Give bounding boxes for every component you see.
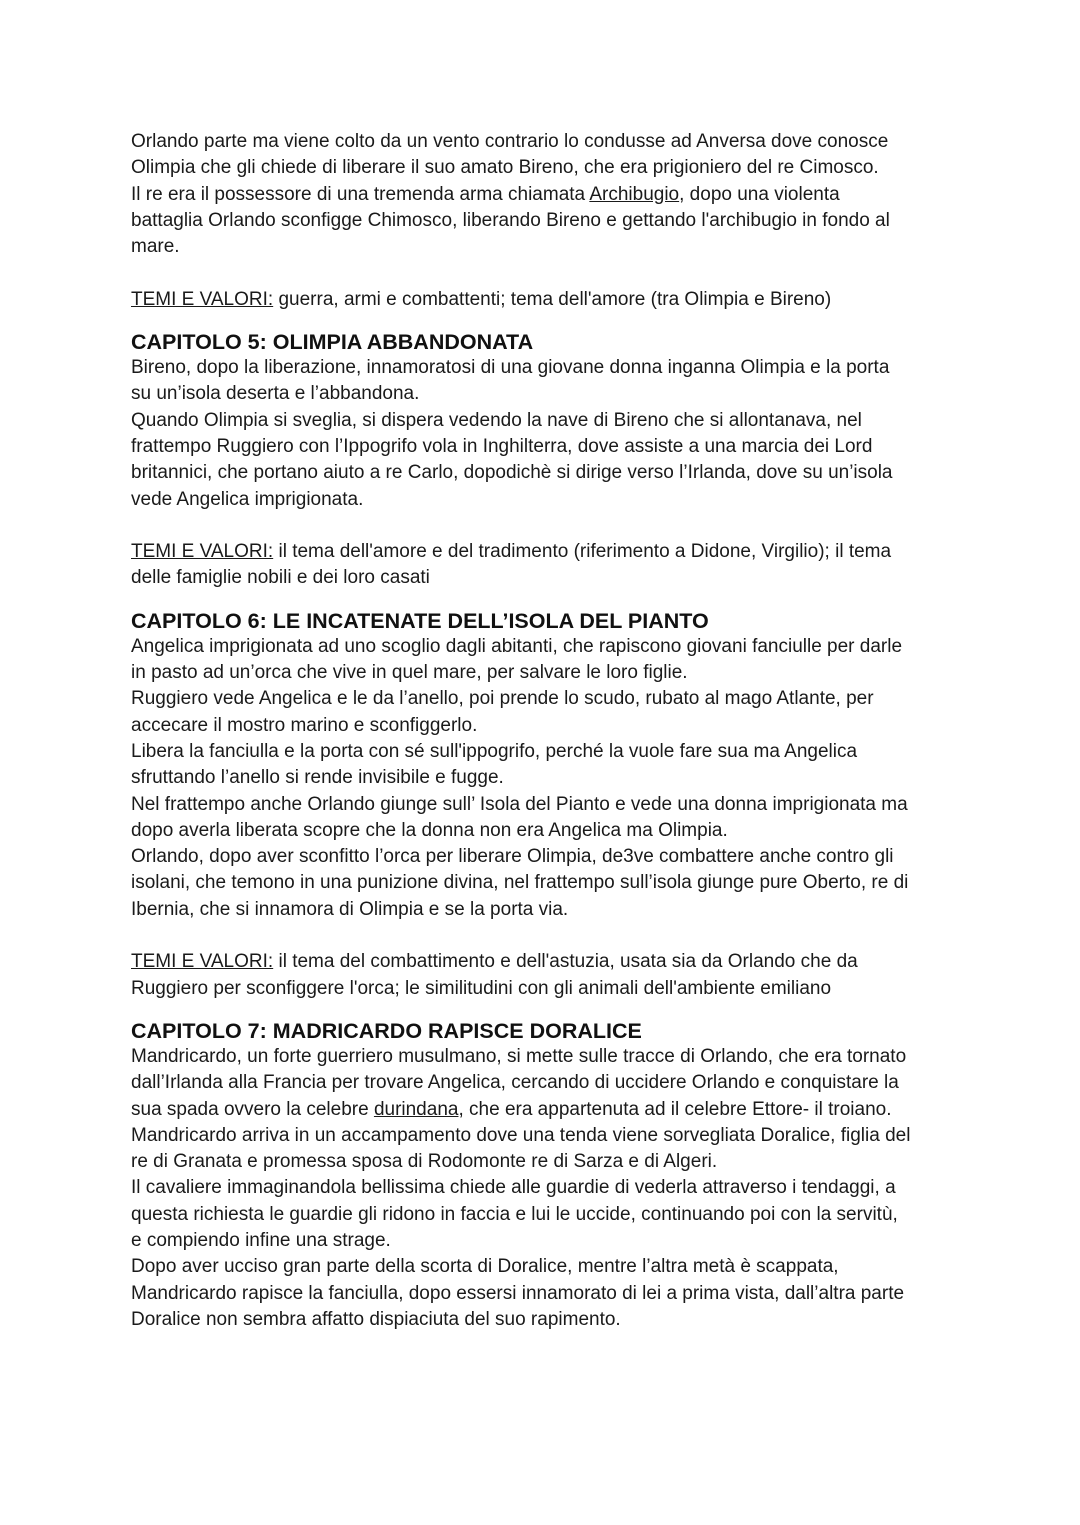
intro-line-3-text: Il re era il possessore di una tremenda arma chiamata [131, 183, 590, 205]
cap5-temi-1 [131, 539, 961, 565]
temi-text: il tema del combattimento e dell'astuzia, usata sia da Orlando che da [273, 951, 858, 973]
cap6-line-10: isolani, che temono in una punizione divina, nel frattempo sull’isola giunge pure Oberto, re di [131, 872, 909, 894]
cap5-line-5: britannici, che portano aiuto a re Carlo, dopodichè si dirige verso l’Irlanda, dove su un’isola [131, 462, 893, 484]
cap7-line-3-text: sua spada ovvero la celebre [131, 1098, 374, 1120]
temi-label: TEMI E VALORI: [131, 288, 274, 310]
cap5-line-3: Quando Olimpia si sveglia, si dispera vedendo la nave di Bireno che si allontanava, nel [131, 409, 862, 431]
intro-line-5: mare. [131, 236, 180, 258]
cap6-line-11: Ibernia, che si innamora di Olimpia e se la porta via. [131, 898, 569, 920]
archibugio-link: Archibugio [589, 183, 680, 205]
cap5-title: CAPITOLO 5: OLIMPIA ABBANDONATA [131, 330, 534, 355]
cap6-line-5: Libera la fanciulla e la porta con sé sull'ippogrifo, perché la vuole fare sua ma Angelica [131, 740, 858, 762]
cap6-line-2: in pasto ad un’orca che vive in quel mare, per salvare le loro figlie. [131, 662, 688, 684]
intro-line-4: battaglia Orlando sconfigge Chimosco, liberando Bireno e gettando l'archibugio in fondo al [131, 209, 890, 231]
cap6-line-7: Nel frattempo anche Orlando giunge sull’ Isola del Pianto e vede una donna imprigionata ma [131, 793, 908, 815]
cap7-title: CAPITOLO 7: MADRICARDO RAPISCE DORALICE [131, 1018, 642, 1043]
cap5-line-1: Bireno, dopo la liberazione, innamoratosi di una giovane donna inganna Olimpia e la porta [131, 357, 890, 379]
temi-text: guerra, armi e combattenti; tema dell'amore (tra Olimpia e Bireno) [273, 288, 832, 310]
temi-label: TEMI E VALORI: [131, 951, 274, 973]
intro-line-3-tail: , dopo una violenta [679, 183, 840, 205]
cap7-line-11: Doralice non sembra affatto dispiaciuta del suo rapimento. [131, 1308, 621, 1330]
cap7-line-6: Il cavaliere immaginandola bellissima chiede alle guardie di vederla attraverso i tendaggi, a [131, 1177, 896, 1199]
cap5-temi-2: delle famiglie nobili e dei loro casati [131, 567, 430, 589]
cap6-line-3: Ruggiero vede Angelica e le da l’anello, poi prende lo scudo, rubato al mago Atlante, per [131, 688, 874, 710]
cap7-line-4: Mandricardo arriva in un accampamento dove una tenda viene sorvegliata Doralice, figlia del [131, 1124, 911, 1146]
cap6-line-4: accecare il mostro marino e sconfiggerlo. [131, 714, 478, 736]
cap6-line-8: dopo averla liberata scopre che la donna non era Angelica ma Olimpia. [131, 819, 728, 841]
cap5-line-4: frattempo Ruggiero con l’Ippogrifo vola in Inghilterra, dove assiste a una marcia dei Lord [131, 435, 873, 457]
cap7-line-9: Dopo aver ucciso gran parte della scorta di Doralice, mentre l’altra metà è scappata, [131, 1256, 839, 1278]
intro-temi [131, 287, 961, 313]
cap7-line-1: Mandricardo, un forte guerriero musulmano, si mette sulle tracce di Orlando, che era tornato [131, 1045, 907, 1067]
cap6-line-9: Orlando, dopo aver sconfitto l’orca per liberare Olimpia, de3ve combattere anche contro gli [131, 846, 894, 868]
cap7-line-8: e compiendo infine una strage. [131, 1229, 391, 1251]
cap5-line-6: vede Angelica imprigionata. [131, 488, 364, 510]
intro-line-2: Olimpia che gli chiede di liberare il suo amato Bireno, che era prigioniero del re Cimosco. [131, 157, 879, 179]
cap7-line-7: questa richiesta le guardie gli ridono in faccia e lui le uccide, continuando poi con la servitù, [131, 1203, 898, 1225]
cap7-line-3-tail: , che era appartenuta ad il celebre Ettore- il troiano. [458, 1098, 892, 1120]
cap7-line-3 [131, 1097, 961, 1123]
cap6-temi-1 [131, 949, 961, 975]
cap6-title: CAPITOLO 6: LE INCATENATE DELL’ISOLA DEL PIANTO [131, 608, 709, 633]
intro-line-1: Orlando parte ma viene colto da un vento contrario lo condusse ad Anversa dove conosce [131, 131, 889, 152]
cap7-line-10: Mandricardo rapisce la fanciulla, dopo essersi innamorato di lei a prima vista, dall’altra parte [131, 1282, 905, 1304]
temi-label: TEMI E VALORI: [131, 541, 274, 563]
cap6-temi-2: Ruggiero per sconfiggere l'orca; le similitudini con gli animali dell'ambiente emiliano [131, 977, 832, 999]
cap7-line-5: re di Granata e promessa sposa di Rodomonte re di Sarza e di Algeri. [131, 1151, 718, 1173]
cap5-line-2: su un’isola deserta e l’abbandona. [131, 383, 420, 405]
cap6-line-1: Angelica imprigionata ad uno scoglio dagli abitanti, che rapiscono giovani fanciulle per darle [131, 635, 903, 657]
cap6-line-6: sfruttando l’anello si rende invisibile e fugge. [131, 767, 504, 789]
document-page [131, 129, 961, 1333]
cap7-line-2: dall’Irlanda alla Francia per trovare Angelica, cercando di uccidere Orlando e conquistare la [131, 1072, 899, 1094]
intro-line-3 [131, 182, 961, 208]
durindana-link: durindana [373, 1098, 459, 1120]
temi-text: il tema dell'amore e del tradimento (riferimento a Didone, Virgilio); il tema [273, 541, 892, 563]
